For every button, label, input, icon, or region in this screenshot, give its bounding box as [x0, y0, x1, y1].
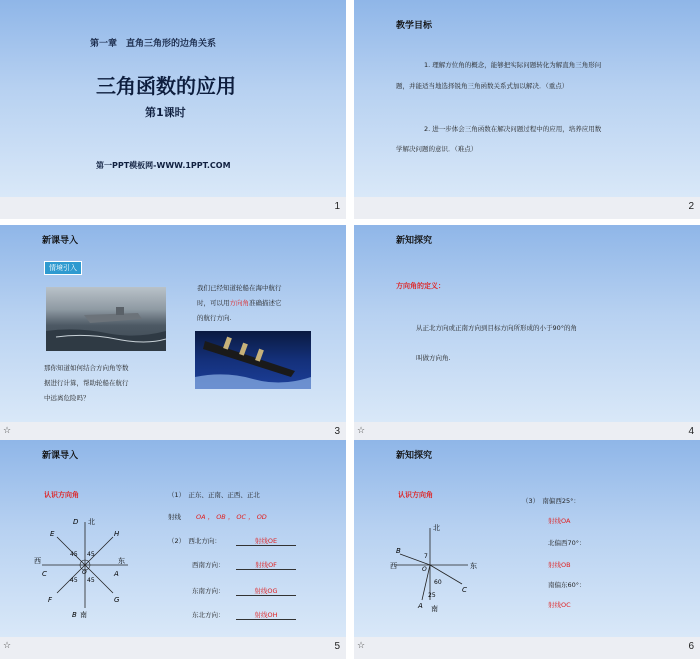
label-F: F [48, 596, 53, 604]
label-A: A [114, 570, 119, 578]
item-1-rays: OA ， OB ， OC ， OD [196, 513, 267, 521]
page-number: 1 [334, 201, 340, 212]
label-west: 西 [34, 557, 41, 565]
main-title: 三角函数的应用 [96, 74, 236, 98]
transition-star-icon: ☆ [3, 426, 12, 436]
label-G: G [114, 596, 120, 604]
angle-se: 45 [87, 577, 95, 584]
item-1-heading: （1） 正东、正南、正西、正北 [168, 491, 260, 499]
angle-nw: 45 [70, 551, 78, 558]
intro-line-2: 时，可以用方向角准确描述它 [197, 299, 282, 307]
slide-4 [354, 225, 700, 422]
answer-northeast: 射线OH [236, 610, 296, 620]
intro-line-3: 的航行方向. [197, 314, 232, 322]
label-south: 南 [431, 605, 438, 613]
slide-5-footer [0, 637, 346, 659]
sinking-ship-photo [195, 331, 311, 389]
item-2-southwest: 西南方向： [192, 561, 225, 569]
slide-1 [0, 0, 346, 197]
page-number: 5 [334, 641, 340, 652]
label-D: D [73, 518, 79, 526]
question-line-1: 那你知道如何结合方向角等数 [44, 364, 129, 372]
goal-1-line-1: 1. 理解方位角的概念，能够把实际问题转化为解直角三角形问 [424, 61, 602, 69]
page-number: 3 [334, 426, 340, 437]
chapter-title: 第一章 直角三角形的边角关系 [90, 39, 217, 49]
sinking-ship-image [195, 331, 311, 389]
sea-waves [46, 329, 166, 351]
question-southeast-60: 南偏东60°： [548, 581, 586, 589]
transition-star-icon: ☆ [357, 641, 366, 651]
label-E: E [50, 530, 55, 538]
slide-6 [354, 440, 700, 637]
slide-6-thumbnail[interactable] [354, 440, 700, 659]
ship-body [203, 341, 295, 377]
ship-hull [84, 313, 142, 323]
goal-1-line-2: 题，并能适当地选择锐角三角函数关系式加以解决．（重点） [396, 82, 569, 90]
intro-line-1: 我们已经知道轮船在海中航行 [197, 284, 282, 292]
item-2-northeast: 东北方向： [192, 611, 225, 619]
slide-3-thumbnail[interactable] [0, 225, 346, 444]
slide-heading: 新知探究 [396, 451, 433, 461]
slide-heading: 新课导入 [42, 236, 79, 246]
label-C: C [462, 586, 467, 594]
answer-OC: 射线OC [548, 601, 571, 609]
ship-island [116, 307, 124, 315]
website-label: 第一PPT模板网-WWW.1PPT.COM [96, 161, 231, 170]
page-number: 4 [688, 426, 694, 437]
page-number: 2 [688, 201, 694, 212]
label-B: B [72, 611, 77, 619]
item-2-southeast: 东南方向： [192, 587, 225, 595]
slide-6-footer [354, 637, 700, 659]
answer-OA: 射线OA [548, 517, 571, 525]
slide-4-thumbnail[interactable] [354, 225, 700, 444]
slide-heading: 教学目标 [396, 21, 433, 31]
definition-line-2: 叫做方向角. [416, 354, 451, 362]
angle-70: 7 [424, 553, 428, 560]
transition-star-icon: ☆ [3, 641, 12, 651]
answer-northwest: 射线OE [236, 536, 296, 546]
item-1-prefix: 射线 [168, 513, 181, 521]
angle-sw: 45 [70, 577, 78, 584]
slide-5-thumbnail[interactable] [0, 440, 346, 659]
label-west: 西 [390, 562, 397, 570]
item-3-heading: （3） 南偏西25°： [522, 497, 580, 505]
angle-ne: 45 [87, 551, 95, 558]
item-2-northwest: （2） 西北方向： [168, 537, 221, 545]
question-northwest-70: 北偏西70°： [548, 539, 586, 547]
lesson-subtitle: 第1课时 [145, 106, 186, 119]
question-line-3: 中远离危险吗？ [44, 394, 90, 402]
transition-star-icon: ☆ [357, 426, 366, 436]
section-label: 认识方向角 [398, 491, 433, 499]
slide-heading: 新课导入 [42, 451, 79, 461]
label-north: 北 [88, 518, 95, 526]
page-number: 6 [688, 641, 694, 652]
answer-OB: 射线OB [548, 561, 571, 569]
warship-photo [46, 287, 166, 351]
answer-southeast: 射线OG [236, 586, 296, 596]
label-C: C [42, 570, 47, 578]
slide-5 [0, 440, 346, 637]
slide-1-footer [0, 197, 346, 219]
funnel-2 [239, 343, 248, 356]
label-O: O [422, 566, 427, 573]
question-line-2: 据进行计算，帮助轮船在航行 [44, 379, 129, 387]
funnel-3 [255, 349, 264, 362]
angle-25: 25 [428, 592, 436, 599]
warship-image [46, 287, 166, 351]
label-south: 南 [80, 611, 87, 619]
label-east: 东 [470, 562, 477, 570]
goal-2-line-2: 学解决问题的意识．（难点） [396, 145, 478, 153]
slide-1-thumbnail[interactable] [0, 0, 346, 219]
definition-label: 方向角的定义： [396, 282, 445, 290]
section-label: 认识方向角 [44, 491, 79, 499]
icy-water [195, 374, 311, 389]
angle-60: 60 [434, 579, 442, 586]
label-north: 北 [433, 524, 440, 532]
direction-diagram [388, 520, 498, 620]
compass-diagram [30, 510, 140, 620]
slide-2 [354, 0, 700, 197]
label-H: H [114, 530, 120, 538]
slide-heading: 新知探究 [396, 236, 433, 246]
slide-2-footer [354, 197, 700, 219]
label-east: 东 [118, 557, 125, 565]
slide-2-thumbnail[interactable] [354, 0, 700, 219]
slide-3 [0, 225, 346, 422]
definition-line-1: 从正北方向或正南方向到目标方向所形成的小于90°的角 [416, 324, 578, 332]
scenario-tag: 情境引入 [44, 261, 82, 275]
label-A: A [418, 602, 423, 610]
label-B: B [396, 547, 401, 555]
funnel-1 [223, 337, 232, 350]
label-O: O [82, 569, 87, 576]
answer-southwest: 射线OF [236, 560, 296, 570]
goal-2-line-1: 2. 进一步体会三角函数在解决问题过程中的应用，培养应用数 [424, 125, 602, 133]
